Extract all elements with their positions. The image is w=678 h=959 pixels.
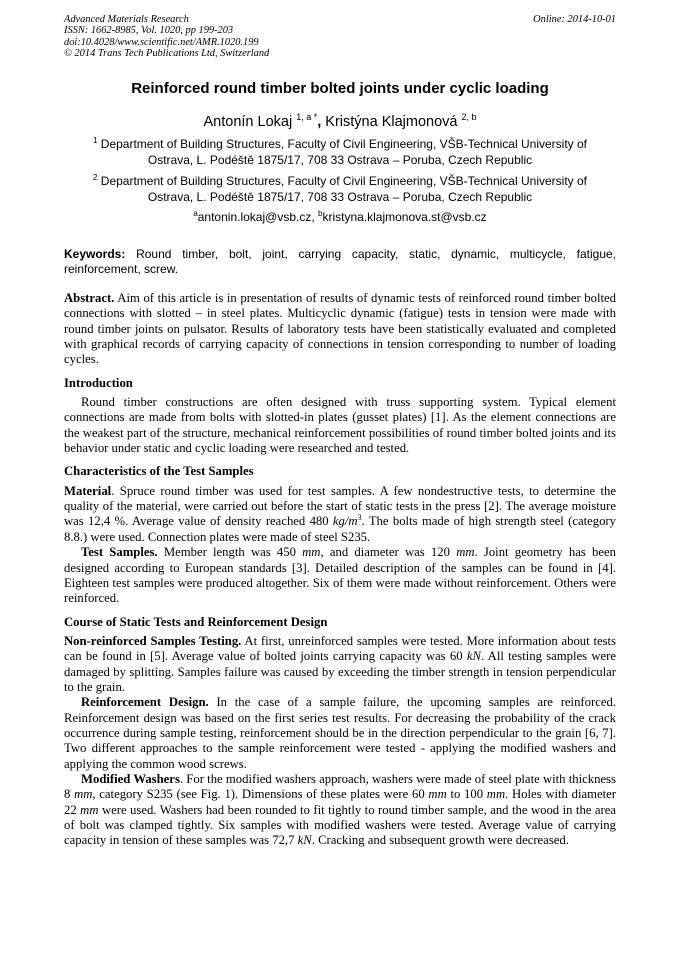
reinforcement-design-paragraph: [64, 695, 616, 772]
density-unit: kg/m: [332, 514, 358, 529]
washers-text-5: were used. Washers had been rounded to fit tightly to round timber sample, and the wood in the area of bolt was clamped tightly. Six samples with modified washers were tested. Average value of carrying capacity in tension of these samples was 72,7: [64, 802, 616, 848]
author-2-name: Kristýna Klajmonová: [325, 114, 458, 130]
samples-text-2: , and diameter was 120: [320, 545, 457, 560]
keywords-block: [64, 247, 616, 276]
online-date: Online: 2014-10-01: [533, 14, 616, 25]
washers-text-6: . Cracking and subsequent growth were decreased.: [311, 833, 569, 848]
email-b-superscript: b: [318, 209, 323, 218]
abstract-paragraph: [64, 291, 616, 368]
affiliation-1-text: Department of Building Structures, Faculty of Civil Engineering, VŠB-Technical University of Ostrava, L. Podéště 1875/17, 708 33 Ostrava – Poruba, Czech Republic: [100, 137, 587, 167]
density-unit-exponent: 3: [357, 513, 362, 523]
doi-line: doi:10.4028/www.scientific.net/AMR.1020.199: [64, 36, 259, 48]
washers-unit-2: mm: [428, 787, 447, 802]
non-reinforced-paragraph: [64, 634, 616, 695]
nonreinf-unit: kN: [466, 649, 481, 664]
non-reinforced-label: Non-reinforced Samples Testing.: [64, 633, 242, 648]
washers-text-3: to 100: [446, 787, 487, 802]
affiliation-2-number: 2: [92, 173, 98, 182]
washers-unit-3: mm: [486, 787, 506, 802]
paper-body: [64, 291, 616, 849]
samples-unit-1: mm: [302, 545, 321, 560]
email-a-superscript: a: [193, 209, 198, 218]
copyright-line: © 2014 Trans Tech Publications Ltd, Switzerland: [64, 48, 270, 60]
author-emails: [80, 210, 600, 226]
samples-text-3: . Joint geometry has been designed according to European standards [3]. Detailed description of the samples can be found in [4]. Eighteen test samples were produced altogether. Six of them were made without reinforcement. Others were reinforced.: [64, 545, 616, 606]
author-separator: ,: [317, 114, 326, 130]
samples-text-1: Member length was 450: [157, 545, 303, 560]
material-text-2: . The bolts made of high strength steel (category 8.8.) were used. Connection plates were made of steel S235.: [64, 514, 617, 544]
affiliation-2-text: Department of Building Structures, Faculty of Civil Engineering, VŠB-Technical University of Ostrava, L. Podéště 1875/17, 708 33 Ostrava – Poruba, Czech Republic: [100, 174, 587, 204]
washers-unit-5: kN: [297, 833, 312, 848]
section-heading-characteristics: Characteristics of the Test Samples: [64, 464, 254, 479]
reinf-text: In the case of a sample failure, the upcoming samples are reinforced. Reinforcement design was based on the first series test results. For decreasing the probability of the crack occurrence during sample testing, reinforcement should be in the direction perpendicular to the grain [6, 7]. Two different approaches to the sample reinforcement were tested - applying the modified washers and applying the common wood screws.: [64, 695, 616, 771]
washers-text-1: . For the modified washers approach, washers were made of steel plate with thickness 8: [64, 771, 616, 802]
washers-text-2: , category S235 (see Fig. 1). Dimensions of these plates were 60: [92, 787, 429, 802]
abstract-label: Abstract.: [64, 291, 115, 305]
affiliation-1-number: 1: [92, 136, 98, 145]
washers-text-4: . Holes with diameter 22: [64, 787, 616, 817]
test-samples-paragraph: [64, 545, 616, 606]
email-b[interactable]: kristyna.klajmonova.st@vsb.cz: [322, 210, 487, 224]
keywords-text: Round timber, bolt, joint, carrying capacity, static, dynamic, multicycle, fatigue, reinforcement, screw.: [64, 247, 616, 276]
affiliation-2: [80, 174, 600, 205]
affiliation-1: [80, 137, 600, 168]
keywords-label: Keywords:: [64, 247, 126, 261]
author-line: [64, 113, 616, 131]
nonreinf-text-2: . All testing samples were damaged by splitting. Samples failure was caused by exceeding the timber strength in tension perpendicular to the grain.: [64, 649, 616, 694]
samples-unit-2: mm: [456, 545, 475, 560]
material-paragraph: [64, 484, 616, 545]
journal-name: Advanced Materials Research: [64, 14, 189, 25]
abstract-text: Aim of this article is in presentation of results of dynamic tests of reinforced round timber bolted connections with slotted – in steel plates. Multicyclic dynamic (fatigue) tests in tension were made with round timber joints on pulsator. Results of laboratory tests have been statistically evaluated and completed with graphical records of carrying capacity of connections in tension corresponding to number of loading cycles.: [64, 291, 616, 367]
reinforcement-design-label: Reinforcement Design.: [81, 695, 209, 710]
section-heading-course: Course of Static Tests and Reinforcement Design: [64, 614, 328, 629]
material-label: Material: [64, 483, 112, 498]
modified-washers-paragraph: [64, 772, 616, 849]
author-1-name: Antonín Lokaj: [203, 114, 293, 130]
publication-header: [64, 14, 616, 60]
washers-unit-1: mm: [74, 787, 93, 802]
material-text-1: . Spruce round timber was used for test samples. A few nondestructive tests, to determine the quality of the material, were carried out before the start of static tests in the press [2]. The average moisture was 12,4 %. Average value of density reached 480: [64, 483, 616, 529]
test-samples-label: Test Samples.: [81, 545, 158, 560]
paper-title: Reinforced round timber bolted joints under cyclic loading: [131, 80, 549, 97]
modified-washers-label: Modified Washers: [81, 771, 180, 786]
author-2-superscript: 2, b: [461, 112, 477, 122]
washers-unit-4: mm: [80, 802, 99, 817]
section-heading-introduction: Introduction: [64, 375, 133, 390]
issn-line: ISSN: 1662-8985, Vol. 1020, pp 199-203: [64, 25, 234, 37]
nonreinf-text-1: At first, unreinforced samples were tested. More information about tests can be found in [5]. Average value of bolted joints carrying capacity was 60: [64, 633, 616, 664]
email-a[interactable]: antonin.lokaj@vsb.cz,: [197, 210, 318, 224]
author-1-superscript: 1, a *: [296, 112, 318, 122]
introduction-paragraph: Round timber constructions are often designed with truss supporting system. Typical element connections are made from bolts with slotted-in plates (gusset plates) [1]. As the element connections are the weakest part of the structure, mechanical reinforcement possibilities of round timber bolted joints and its behavior under static and cyclic loading were researched and tested.: [64, 395, 616, 456]
